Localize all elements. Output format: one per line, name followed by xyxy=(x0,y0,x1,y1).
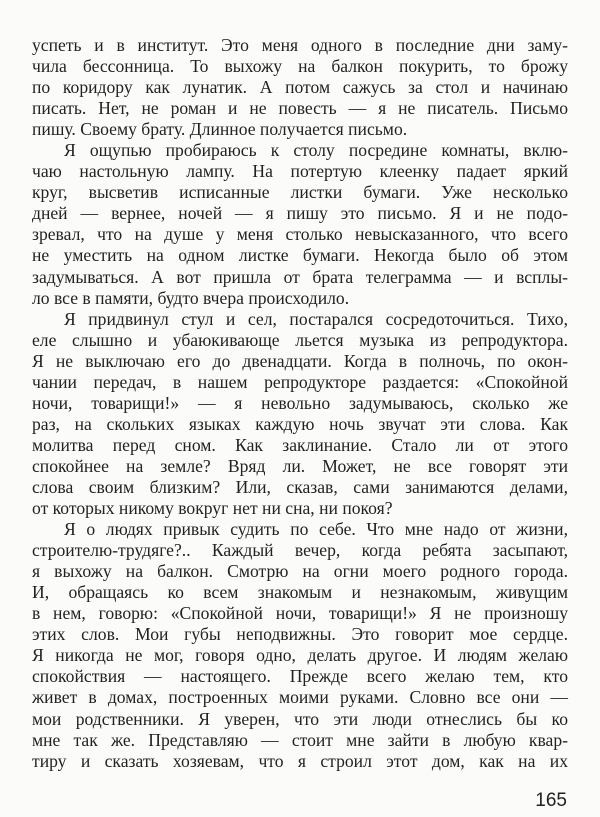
text-line: я выхожу на балкон. Смотрю на огни моего родного города. xyxy=(32,561,568,582)
paragraph xyxy=(32,140,568,308)
text-line: по коридору как лунатик. А потом сажусь за стол и начинаю xyxy=(32,77,568,98)
body-text xyxy=(32,35,568,772)
text-line: живет в домах, построенных моими руками. Словно все они — xyxy=(32,687,568,708)
text-line: писать. Нет, не роман и не повесть — я не писатель. Письмо xyxy=(32,98,568,119)
text-line: И, обращаясь ко всем знакомым и незнакомым, живущим xyxy=(32,582,568,603)
text-line: строителю-трудяге?.. Каждый вечер, когда ребята засыпают, xyxy=(32,540,568,561)
text-line: Я ощупью пробираюсь к столу посредине комнаты, вклю- xyxy=(64,140,568,161)
text-line: успеть и в институт. Это меня одного в последние дни заму- xyxy=(32,35,568,55)
text-line: чании передач, в нашем репродукторе раздается: «Спокойной xyxy=(32,371,568,392)
text-line: от которых никому вокруг нет ни сна, ни покоя? xyxy=(32,498,393,519)
text-line: чила бессонница. То выхожу на балкон покурить, то брожу xyxy=(32,56,568,77)
paragraph xyxy=(32,309,568,519)
text-line: тиру и сказать хозяевам, что я строил этот дом, как на их xyxy=(32,750,568,771)
text-line: круг, высветив исписанные листки бумаги. Уже несколько xyxy=(32,182,568,203)
text-line: еле слышно и убаюкивающе льется музыка из репродуктора. xyxy=(32,329,568,350)
text-line: задумываться. А вот пришла от брата телеграмма — и всплы- xyxy=(32,266,568,287)
text-line: ло все в памяти, будто вчера происходило. xyxy=(32,287,350,308)
paragraph xyxy=(32,35,568,140)
text-line: Я придвинул стул и сел, постарался сосредоточиться. Тихо, xyxy=(64,308,568,329)
text-line: молитва перед сном. Как заклинание. Стало ли от этого xyxy=(32,434,568,455)
text-line: спокойнее на земле? Вряд ли. Может, не все говорят эти xyxy=(32,455,568,476)
text-line: мои родственники. Я уверен, что эти люди отнеслись бы ко xyxy=(32,708,568,729)
text-line: Я о людях привык судить по себе. Что мне надо от жизни, xyxy=(64,519,568,540)
text-line: ночи, товарищи!» — я невольно задумываюсь, сколько же xyxy=(32,392,568,413)
text-line: не уместить на одном листке бумаги. Некогда было об этом xyxy=(32,245,568,266)
text-line: чаю настольную лампу. На потертую клеенку падает яркий xyxy=(32,161,568,182)
paragraph xyxy=(32,519,568,772)
text-line: раз, на скольких языках каждую ночь звучат эти слова. Как xyxy=(32,413,568,434)
text-line: пишу. Своему брату. Длинное получается письмо. xyxy=(32,119,408,140)
text-line: зревал, что на душе у меня столько невысказанного, что всего xyxy=(32,224,568,245)
text-line: этих слов. Мои губы неподвижны. Это говорит мое сердце. xyxy=(32,624,568,645)
text-line: Я не выключаю его до двенадцати. Когда в полночь, по окон- xyxy=(32,350,568,371)
text-line: спокойствия — настоящего. Прежде всего желаю тем, кто xyxy=(32,666,568,687)
text-line: Я никогда не мог, говоря одно, делать другое. И людям желаю xyxy=(32,645,568,666)
text-line: дней — вернее, ночей — я пишу это письмо. Я и не подо- xyxy=(32,203,568,224)
text-line: мне так же. Представляю — стоит мне зайти в любую квар- xyxy=(32,729,568,750)
text-line: слова своим близким? Или, сказав, сами занимаются делами, xyxy=(32,476,568,497)
text-line: в нем, говорю: «Спокойной ночи, товарищи!» Я не произношу xyxy=(32,603,568,624)
page-number: 165 xyxy=(535,790,567,811)
